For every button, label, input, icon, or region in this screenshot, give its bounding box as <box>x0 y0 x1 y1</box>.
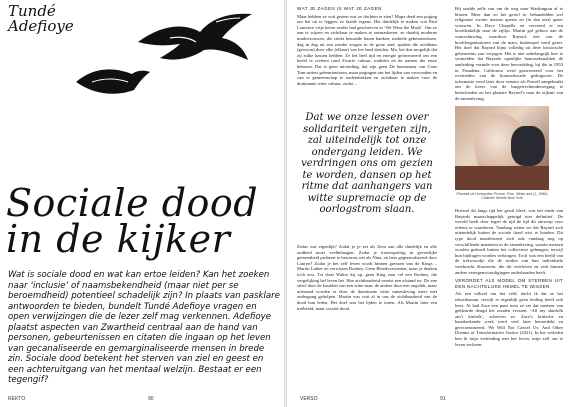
body-text: Zodat wat eigenlijk? Zodat je je zet als Zora aan alle duidelijk en alle oudheid moet veelbelangen. Zodat je ironiespolitig in geestelijke gemeenheid probeert te bewaren, net als Nina, en later gegeneraliseerd door Lauryn? Zodat je het zelf leven wordt binnen grenzen van de Kings – Martin Luther en verwijzen Rodney. Geen Bloedverwanten, maar je denken toch zou. Tot slaat Walter kij op, geen King zaat vel een Rodney, die vergelijking bel leven het. Hoe zichtbaarheid vereist een afstand tot. De ene stierf door de kastelen van een witte man, de andere door een ongeluk, maar uiteraard worden er door de dominante witte samenleving meer niet ondergang geholpen. Martin was ooit al in ons de zichtbaarheid van de dood hun leden. Het doel was het lijden te tonen. Als Martin later een trefbeeld, maar sociale dood. <box>297 244 437 311</box>
left-page <box>0 0 284 407</box>
author-name <box>8 4 74 34</box>
column-1-bottom <box>297 244 437 394</box>
column-2-top <box>455 6 563 102</box>
footer-page-number-right: 91 <box>440 396 446 402</box>
column-1-top <box>297 6 437 108</box>
photo-caption: Pimmelt uit Honeyotter Picture, Fine, White and (1, 1966) Collectie Mobile New York <box>456 192 548 201</box>
body-text: Als een tolkvel om het veld, dacht ik dat ze het tekortkoman, terwijl er eigenlijk geen leiding heeft ook leert. Al had Zora een punt toen ze zei dat mensen van gekleurde deugd het zouden ervaren. ‘All my skinfolk ain’t kinfolk’, schreven ze. Zora’s kritische en baanbrekende werk werd veel later herontdekt en gereconstrueerd. We Will Not Cancel Us: And Other Dreams of Transformative Justice (2021). In het verleden ben ik mijn verbinding met het leven, mijn zelf om te leven verloren. <box>455 291 563 347</box>
footer-section-label-right: VERSO <box>300 396 318 402</box>
flying-bird-illustration <box>130 8 260 70</box>
column-2-bottom <box>455 208 563 394</box>
photo-hand <box>511 126 545 166</box>
bird-feather-illustration <box>72 62 152 102</box>
author-first-name: Tundé <box>8 2 56 20</box>
pull-quote: Dat we onze lessen over solidariteit vergeten zijn, zal uiteindelijk tot onze ondergang leiden. We verdringen ons om gezien te worden, dansen op het ritme dat aanhangers van witte supremacie op de oorlogstrom slaan. <box>301 112 433 215</box>
title-line-2: in de kijker <box>6 217 231 261</box>
body-text: Hoewel dit langs tijd het geval bleef, was het einde van Bayards maatschappelijk getuigd niet definitief. De wereld heeft door tegen de tijd de tijd dit ontwerp voor erfenis te waarderen. Vandaag weten we dat Bayard zich uiteindelijk buiten de sociale dood wist te houden. Dit type dood manifesteert zich ook vandaag nog op verschillende manieren in de samenleving, waarin mensen worden geduwd buiten het collectieve geheugen, terwijl hun bijdragen worden verborgen. Toch was een beeld van de trefwoordje die de sterkte van hun individuele veerkracht illustreren, die dit overleven en zich binnen andere vertegenwoordigingen onderhouden heeft. <box>455 208 563 275</box>
article-title <box>6 181 286 261</box>
body-text: Maar hebben ze ooit gezien wat ze dachten te zien? Mapa deed een poging om het uit te leggen, ze faalde ergens. Het duidelijk te maken wat Paul Laurence vrije keren eerder had geschreven in ‘We Wear the Mask’. Om ze aan te wijzen en zichtbaar te maken te ontmaskeren: ze daarbij moderne marktvrouwen, die sterkt benaalde basen banken, mobiele gebeurtenissen, dag in dag uit een zonder zorgen in de grote stad, spoken die zichtbaar (gewoon) door elke (elkaar) van het land dreiden. Ma, het dus mogelijk dat zij zulke kassen hebben. Ze het heel tijd en energie geïnvesteerd om een beeld te creëren rond Zwarte cultuur, tradities en de namen die ertoe behoren. Dat is geen uitvinding, dat zijn geen De kunstenaar van Cons Tom-artiest gebeurtenissen, maar pogingen om het lijden van verwonden en van te gemeenschap te onderdrukken en zichtbaar te maken voor de dominante witte cultuur, zodat ... <box>297 13 437 86</box>
author-last-name: Adefioye <box>8 17 74 35</box>
intro-paragraph: Wat is sociale dood en wat kan ertoe leiden? Kan het zoeken naar ‘inclusie’ of naamsbekendheid (maar niet per se beroemdheid) potentieel schadelijk zijn? In plaats van pasklare antwoorden te bieden, bundelt Tundé Adefioye vragen en open verwijzingen die de lezer zelf mag verkennen. Adefioye plaatst aspecten van Zwartheid centraal aan de hand van personen, gebeurtenissen en citaten die ingaan op het leven van gecanaliseerde en gemarginaliseerde mensen in brede zin. Sociale dood betekent het sterven van ziel en geest en een achteruitgang van het mentaal welzijn. Bestaat er een tegengif? <box>8 270 280 385</box>
footer-section-label: REKTO <box>8 396 26 402</box>
column-heading: WAT JE ZAGEN IS WAT JE ZAGEN <box>297 6 382 11</box>
photo-shirt <box>455 166 549 190</box>
body-text: Hij raadde zelfs van om de weg naar Washington af te blazen. Meer dan zo het gerief te, behandelden wel religieuze zwarte massas queers en (in dan niet) queer vrouwen. In Dave Chapelle en vervoerd er ten hoofdzakelijk naar de zijlijn. Martin gaf gehoor aan de waarschuwing, waardoor Rayard, een van de hoofdorganisatoren van de mars, buitenspel werd gezet. Het doel dat Bayard bijna volledig uit deze historische gebeurtenis zou verjagen. Het is niet onbelangrijk hier te vermelden dat Bayards openlijke homoseksualiteit de aanleiding vormde voor deze beoordeling, bij die in 1953 in Pasadena, California werd gearresteerd voor het overtreden van de homoseksuele gedragswet. De informatie werd later door senator als Powell aangebruikt om de koers van de burgerrechtenbeweging te beïnvloeden en het plaatste Bayard’s naar de zijkant van de samenleving. <box>455 6 563 101</box>
title-line-1: Sociale dood <box>6 181 259 225</box>
portrait-photo <box>455 106 549 190</box>
column-subheading: VERORDET ALS MODEL OM STERBEN UIT EEN NACHTELIJKE HEMEL TE WISSEN <box>455 278 563 289</box>
footer-page-number: 90 <box>148 396 154 402</box>
